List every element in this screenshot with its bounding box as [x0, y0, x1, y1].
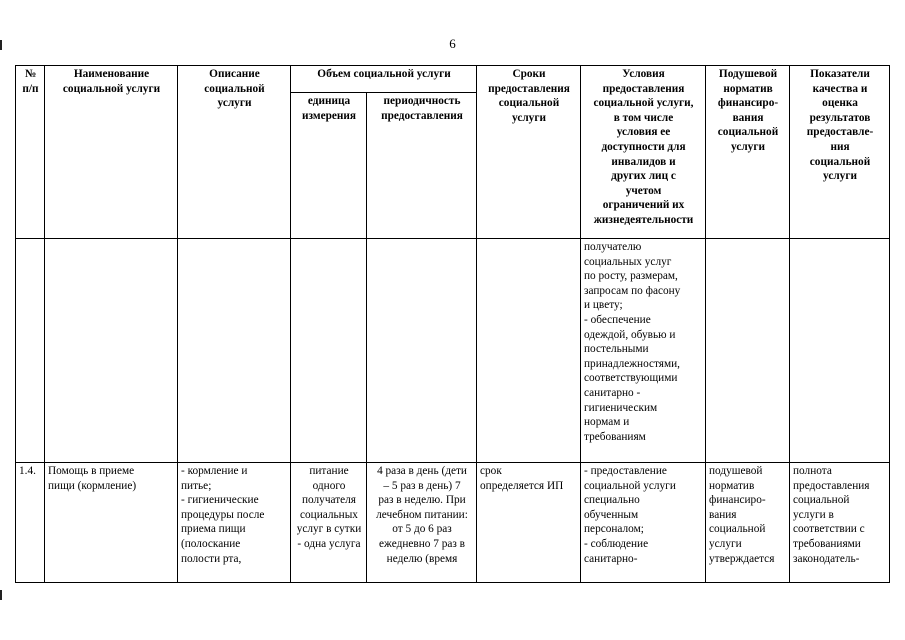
- header-volume: Объем социальной услуги: [291, 66, 477, 93]
- cell-text-line: - одна услуга: [297, 537, 361, 550]
- cell-text-line: норматив: [723, 82, 773, 95]
- header-norm: [706, 66, 790, 239]
- cell-text-line: периодичность: [383, 95, 461, 107]
- cell-text-line: финансиро-: [717, 97, 779, 110]
- cell-text-line: других лиц с: [611, 170, 676, 183]
- cell-text-line: услуги: [709, 537, 742, 550]
- cell-empty: [291, 239, 367, 463]
- header-row-1: [16, 66, 890, 93]
- cell-text-line: социальной услуги: [62, 82, 161, 95]
- cell-text-line: вания: [709, 508, 737, 521]
- cell-text-line: лечебном питании:: [376, 508, 468, 521]
- cell-empty: [367, 239, 477, 463]
- cell-text-line: санитарно-: [584, 552, 638, 565]
- cell-text-line: по росту, размерам,: [584, 270, 678, 283]
- cell-text-line: Сроки: [512, 68, 546, 80]
- cell-text-line: социальной: [809, 155, 871, 168]
- header-conditions: [581, 66, 706, 239]
- cell-text-line: оценка: [822, 97, 858, 110]
- cell-text-line: инвалидов и: [611, 155, 676, 168]
- cell-text-line: условия ее: [616, 126, 671, 139]
- cell-text-line: одеждой, обувью и: [584, 328, 676, 341]
- cell-text-line: соответствии с: [793, 523, 865, 536]
- cell-text-line: раз в неделю. При: [378, 494, 466, 507]
- cell-text-line: – 5 раз в день) 7: [383, 479, 461, 492]
- services-table: [15, 65, 890, 583]
- cell-text-line: персоналом;: [584, 523, 644, 536]
- cell-text-line: от 5 до 6 раз: [392, 523, 452, 536]
- cell-text-line: соответствующими: [584, 372, 678, 385]
- cell-text-line: норматив: [709, 479, 755, 492]
- header-num: [16, 66, 45, 239]
- cell-text-line: услуги: [823, 170, 857, 183]
- cell-text-line: Условия: [622, 68, 665, 80]
- cell-text-line: принадлежностями,: [584, 357, 681, 370]
- cell-text-line: Показатели: [810, 68, 870, 80]
- header-frequency: [367, 93, 477, 239]
- cell-text-line: измерения: [301, 109, 357, 122]
- cell-unit: [291, 463, 367, 583]
- cell-text-line: срок: [480, 465, 502, 477]
- cell-text-line: гигиеническим: [584, 401, 658, 414]
- cell-text-line: социальной услуги,: [593, 97, 694, 110]
- cell-text-line: постельными: [584, 343, 649, 356]
- cell-text-line: - соблюдение: [584, 537, 649, 550]
- cell-text-line: обученным: [584, 508, 639, 521]
- cell-text-line: - гигиенические: [181, 494, 259, 507]
- cell-text-line: (полоскание: [181, 537, 241, 550]
- cell-conditions: [581, 463, 706, 583]
- cell-text-line: полнота: [793, 465, 832, 477]
- cell-text-line: получателю: [584, 241, 642, 253]
- cell-text-line: Подушевой: [718, 68, 778, 80]
- cell-empty: [178, 239, 291, 463]
- cell-text-line: доступности для: [601, 140, 686, 153]
- cell-text-line: специально: [584, 494, 640, 507]
- cell-quality: [790, 463, 890, 583]
- header-description: [178, 66, 291, 239]
- cell-text-line: питье;: [181, 479, 212, 492]
- cell-empty: [16, 239, 45, 463]
- cell-text-line: предоставле-: [806, 126, 874, 139]
- cell-text-line: предоставления: [488, 82, 570, 95]
- header-quality: [790, 66, 890, 239]
- cell-text-line: социальной: [709, 523, 766, 536]
- cell-text-line: ограничений их: [602, 199, 685, 212]
- cell-text-line: социальных: [300, 508, 358, 521]
- left-margin-mark: [0, 40, 2, 50]
- cell-text-line: определяется ИП: [480, 479, 564, 492]
- cell-norm: [706, 463, 790, 583]
- cell-text-line: социальной: [498, 97, 560, 110]
- cell-text-line: предоставления: [381, 109, 463, 122]
- cell-text-line: социальной: [793, 494, 850, 507]
- cell-text-line: учетом: [625, 184, 662, 197]
- cell-text-line: п/п: [22, 82, 39, 95]
- cell-text-line: предоставления: [793, 479, 870, 492]
- cell-text-line: услуги в: [793, 508, 834, 521]
- cell-text-line: неделю (время: [386, 552, 458, 565]
- cell-text-line: услуги: [512, 111, 546, 124]
- cell-conditions-continued: [581, 239, 706, 463]
- table-row: [16, 463, 890, 583]
- cell-text-line: вания: [732, 111, 764, 124]
- left-margin-mark: [0, 590, 2, 600]
- cell-empty: [477, 239, 581, 463]
- cell-text-line: финансиро-: [709, 494, 766, 507]
- cell-text-line: нормам и: [584, 416, 630, 429]
- cell-text-line: приема пищи: [181, 523, 246, 536]
- cell-text-line: услуг в сутки: [296, 523, 362, 536]
- cell-text-line: полости рта,: [181, 552, 242, 565]
- cell-text-line: ния: [830, 140, 850, 153]
- cell-frequency: [367, 463, 477, 583]
- header-terms: [477, 66, 581, 239]
- cell-text-line: санитарно -: [584, 386, 641, 399]
- cell-text-line: требованиями: [793, 537, 861, 550]
- page-number: 6: [449, 36, 456, 51]
- cell-text-line: единица: [307, 95, 351, 107]
- cell-text-line: услуги: [217, 97, 252, 110]
- cell-text-line: требованиям: [584, 430, 646, 443]
- cell-text-line: №: [24, 68, 37, 80]
- cell-name: [45, 463, 178, 583]
- cell-text-line: социальной: [717, 126, 779, 139]
- cell-text-line: утверждается: [709, 552, 775, 565]
- cell-text-line: запросам по фасону: [584, 284, 681, 297]
- cell-text-line: пищи (кормление): [48, 479, 137, 492]
- cell-text-line: в том числе: [613, 111, 674, 124]
- cell-text-line: процедуры после: [181, 508, 265, 521]
- header-unit: [291, 93, 367, 239]
- cell-text-line: предоставления: [602, 82, 685, 95]
- cell-text-line: результатов: [809, 111, 871, 124]
- cell-num: 1.4.: [16, 463, 45, 583]
- cell-text-line: питание: [309, 465, 349, 477]
- cell-text-line: получателя: [301, 494, 357, 507]
- cell-text-line: - обеспечение: [584, 313, 651, 326]
- cell-text-line: Помощь в приеме: [48, 465, 135, 477]
- cell-text-line: услуги: [731, 140, 765, 153]
- cell-text-line: социальной: [204, 82, 265, 95]
- cell-text-line: социальной услуги: [584, 479, 676, 492]
- cell-text-line: подушевой: [709, 465, 763, 477]
- continuation-row: [16, 239, 890, 463]
- cell-empty: [706, 239, 790, 463]
- cell-empty: [790, 239, 890, 463]
- cell-text-line: качества и: [812, 82, 868, 95]
- cell-text-line: 4 раза в день (дети: [377, 465, 467, 477]
- cell-text-line: Наименование: [73, 68, 150, 80]
- cell-text-line: ежедневно 7 раз в: [379, 537, 465, 550]
- cell-text-line: Описание: [209, 68, 260, 80]
- cell-terms: [477, 463, 581, 583]
- header-name: [45, 66, 178, 239]
- cell-description: [178, 463, 291, 583]
- cell-text-line: и цвету;: [584, 299, 623, 312]
- cell-text-line: - предоставление: [584, 465, 667, 477]
- cell-text-line: законодатель-: [793, 552, 860, 565]
- cell-empty: [45, 239, 178, 463]
- cell-text-line: социальных услуг: [584, 255, 672, 268]
- cell-text-line: - кормление и: [181, 465, 248, 477]
- cell-text-line: жизнедеятельности: [593, 213, 694, 226]
- cell-text-line: одного: [312, 479, 346, 492]
